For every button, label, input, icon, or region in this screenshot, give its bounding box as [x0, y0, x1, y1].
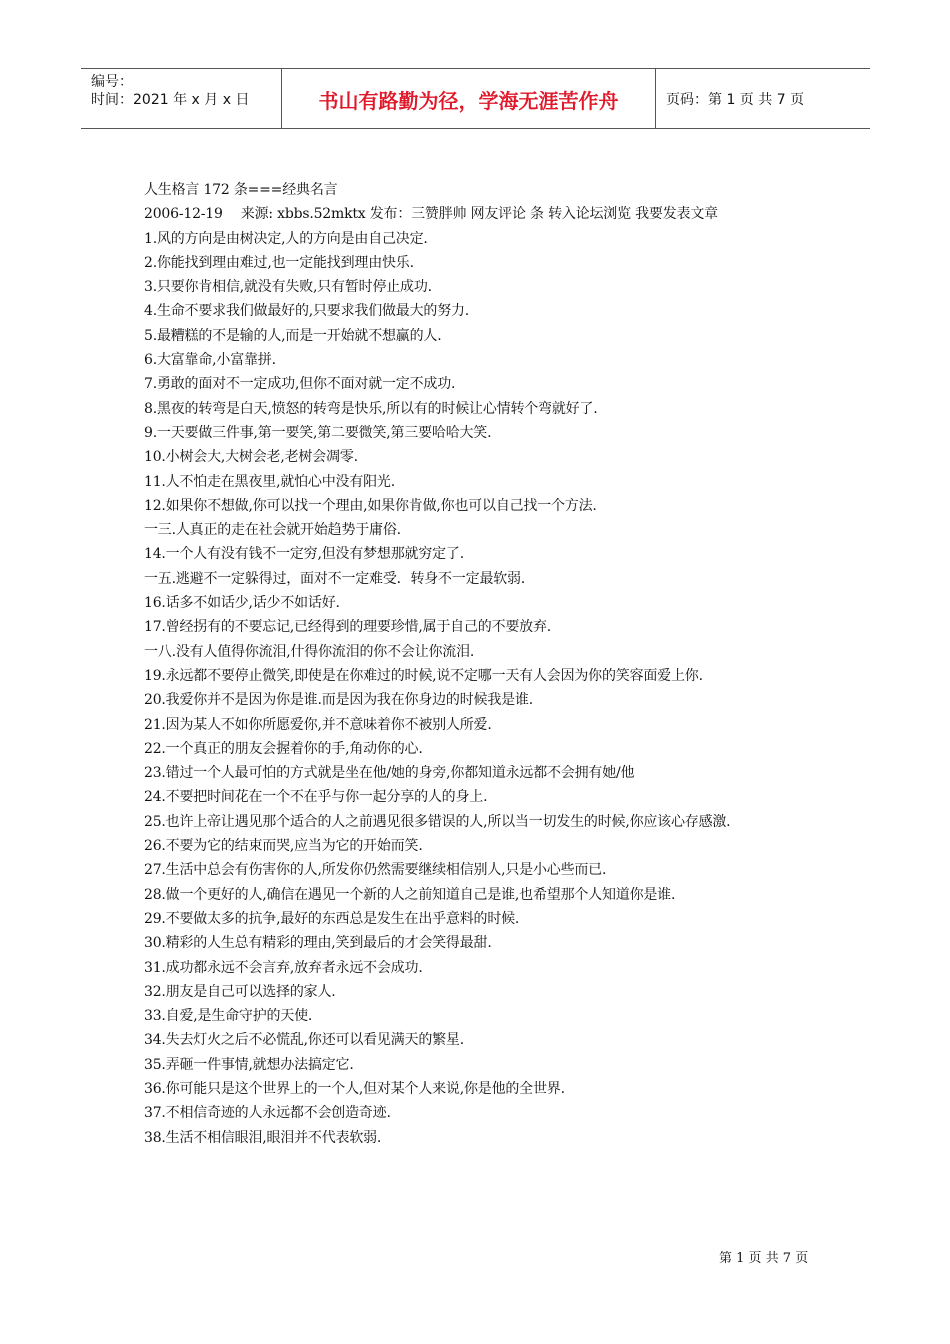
quote-line: 26.不要为它的结束而哭,应当为它的开始而笑.: [144, 838, 423, 855]
quote-line: 38.生活不相信眼泪,眼泪并不代表软弱.: [144, 1129, 382, 1146]
quote-line: 31.成功都永远不会言弃,放弃者永远不会成功.: [144, 959, 423, 976]
page-footer: 第 1 页 共 7 页: [719, 1251, 809, 1266]
quote-line: 19.永远都不要停止微笑,即使是在你难过的时候,说不定哪一天有人会因为你的笑容面爱上你.: [144, 667, 703, 684]
quote-line: 12.如果你不想做,你可以找一个理由,如果你肯做,你也可以自己找一个方法.: [144, 497, 597, 514]
document-meta: 2006-12-19 来源: xbbs.52mktx 发布：三赞胖帅 网友评论 条 转入论坛浏览 我要发表文章: [144, 206, 718, 223]
quote-line: 9.一天要做三件事,第一要笑,第二要微笑,第三要哈哈大笑.: [144, 424, 492, 441]
quote-line: 一三.人真正的走在社会就开始趋势于庸俗.: [144, 522, 401, 539]
header-meta: [81, 69, 282, 128]
quote-line: 8.黑夜的转弯是白天,愤怒的转弯是快乐,所以有的时候让心情转个弯就好了.: [144, 400, 598, 417]
quote-line: 5.最糟糕的不是输的人,而是一开始就不想赢的人.: [144, 327, 442, 344]
quote-line: 3.只要你肯相信,就没有失败,只有暂时停止成功.: [144, 279, 432, 296]
quote-line: 34.失去灯火之后不必慌乱,你还可以看见满天的繁星.: [144, 1032, 464, 1049]
quote-line: 25.也许上帝让遇见那个适合的人之前遇见很多错误的人,所以当一切发生的时候,你应该心存感激.: [144, 813, 731, 830]
quote-line: 30.精彩的人生总有精彩的理由,笑到最后的才会笑得最甜.: [144, 935, 492, 952]
document-header: [81, 68, 870, 129]
quote-list: [144, 227, 816, 1150]
quote-line: 22.一个真正的朋友会握着你的手,角动你的心.: [144, 740, 423, 757]
header-motto: 书山有路勤为径，学海无涯苦作舟: [282, 69, 656, 128]
quote-line: 20.我爱你并不是因为你是谁.而是因为我在你身边的时候我是谁.: [144, 692, 533, 709]
number-label: 编号：: [91, 74, 133, 90]
quote-line: 16.话多不如话少,话少不如话好.: [144, 595, 340, 612]
quote-line: 35.弄砸一件事情,就想办法搞定它.: [144, 1056, 354, 1073]
quote-line: 7.勇敢的面对不一定成功,但你不面对就一定不成功.: [144, 376, 456, 393]
quote-line: 一五.逃避不一定躲得过，面对不一定难受．转身不一定最软弱．: [144, 570, 535, 587]
document-title: 人生格言 172 条===经典名言: [144, 182, 338, 198]
quote-line: 28.做一个更好的人,确信在遇见一个新的人之前知道自己是谁,也希望那个人知道你是谁.: [144, 886, 676, 903]
quote-line: 一八.没有人值得你流泪,什得你流泪的你不会让你流泪.: [144, 643, 475, 660]
quote-line: 4.生命不要求我们做最好的,只要求我们做最大的努力.: [144, 303, 470, 320]
quote-line: 29.不要做太多的抗争,最好的东西总是发生在出乎意料的时候.: [144, 910, 520, 927]
quote-line: 21.因为某人不如你所愿爱你,并不意味着你不被别人所爱.: [144, 716, 492, 733]
header-page-info: 页码：第 1 页 共 7 页: [666, 92, 805, 108]
quote-line: 27.生活中总会有伤害你的人,所发你仍然需要继续相信别人,只是小心些而已.: [144, 862, 607, 879]
quote-line: 36.你可能只是这个世界上的一个人,但对某个人来说,你是他的全世界.: [144, 1080, 565, 1097]
quote-line: 6.大富靠命,小富靠拼.: [144, 352, 276, 369]
date-label: 时间：2021 年 x 月 x 日: [91, 92, 250, 108]
quote-line: 1.风的方向是由树决定,人的方向是由自己决定.: [144, 230, 428, 247]
quote-line: 10.小树会大,大树会老,老树会凋零.: [144, 449, 358, 466]
quote-line: 14.一个人有没有钱不一定穷,但没有梦想那就穷定了.: [144, 546, 464, 563]
document-body: [144, 178, 816, 1150]
quote-line: 17.曾经拐有的不要忘记,已经得到的理要珍惜,属于自己的不要放弃.: [144, 619, 552, 636]
quote-line: 11.人不怕走在黑夜里,就怕心中没有阳光.: [144, 473, 395, 490]
quote-line: 23.错过一个人最可怕的方式就是坐在他/她的身旁,你都知道永远都不会拥有她/他: [144, 765, 635, 782]
quote-line: 37.不相信奇迹的人永远都不会创造奇迹.: [144, 1105, 391, 1122]
quote-line: 24.不要把时间花在一个不在乎与你一起分享的人的身上.: [144, 789, 488, 806]
quote-line: 32.朋友是自己可以选择的家人.: [144, 983, 336, 1000]
quote-line: 2.你能找到理由难过,也一定能找到理由快乐.: [144, 254, 414, 271]
quote-line: 33.自爱,是生命守护的天使.: [144, 1008, 313, 1025]
